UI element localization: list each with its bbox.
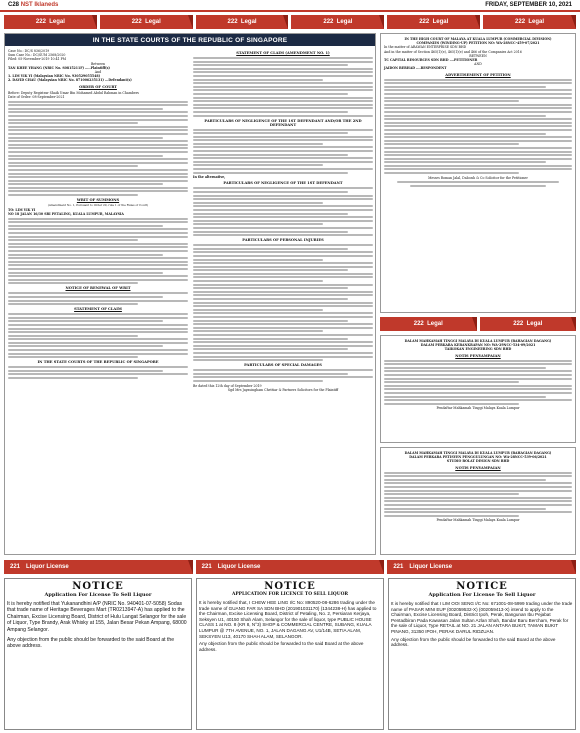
malay-court-title-2: DALAM MAHKAMAH TINGGI MALAYA DI KUALA LUMPUR (BAHAGIAN DAGANG) (404, 451, 552, 455)
high-court-petition (380, 33, 576, 313)
legal-tag: 222 Legal (480, 317, 577, 331)
renewal-title: NOTICE OF RENEWAL OF WRIT (65, 286, 131, 291)
notice-title: NOTICE (264, 581, 316, 592)
malay-notice-title-1: NOTIS PENYAMPAIAN (455, 353, 501, 358)
and-label: And (94, 70, 102, 75)
notice-body: It is hereby notified that I LIM OOI SENG I/C No: 671001-08-5999 trading under the trade name of PASAR MINI EUP (002059532-X) (002059413-X) intend to apply to the Chairman, Excise Licensing Board, District Ipoh, Perak, Bangunan Ibu Pejabat Pentadbiran Pada Kawasan Jalan Sultan Azlan Shah, Bandar Baru Bercham, Perak for the sale of Liquor, Type RETAIL at NO. 21 JALAN ANTARA BUKIT, TAMAN BUKIT PINANG, 31350 IPOH, PERAK DARUL RIDZUAN. (391, 601, 573, 634)
notice-closing: Any objection from the public should be forwarded to the said Board at the above address. (7, 637, 175, 650)
order-before: Before: Deputy Registrar Shaik Umar Bin Mohamed Abdul Rahman in Chambers (8, 90, 139, 95)
notice-subtitle: Application For License To Sell Liquor (44, 592, 152, 598)
hc-respondent: JAIDON BERHAD ....RESPONDENT (384, 66, 447, 71)
state-court-left-column (8, 49, 188, 554)
masthead (0, 0, 580, 12)
legal-tag: 222 Legal (4, 15, 97, 29)
legal-tag: 222 Legal (196, 15, 289, 29)
writ-text (8, 218, 188, 285)
order-date: Date of Order: 08-September-2021 (8, 94, 65, 99)
malay-sign-1: Pendaftar Mahkamah Tinggi Malaya Kuala Lumpur (436, 406, 520, 411)
hc-solicitor-address (384, 181, 572, 187)
hc-between: BETWEEN (469, 53, 487, 58)
malay-notice-title-2: NOTIS PENYAMPAIAN (455, 465, 501, 470)
malay-court-notice-2 (380, 447, 576, 555)
malay-petition-2: DALAM PERKARA PETISYEN PENGGULUNGAN NO: WA-28NCC-539-06/2021 (409, 455, 547, 460)
hc-matter-1: In the matter of ARAWAN ENTERPRISE SDN BHD (384, 45, 467, 50)
liquor-tag: 221 Liquor License (4, 560, 193, 574)
hc-and: AND (474, 62, 482, 67)
malay-sign-2: Pendaftar Mahkamah Tinggi Malaya Kuala Lumpur (436, 518, 520, 523)
notice-closing: Any objection from the public should be forwarded to the said Board at the above address. (199, 641, 364, 652)
statement-text (8, 313, 188, 358)
notice-body: It is hereby notified that, I CHEW HEE LING I/C No: 890520-08-6286 trading under the trade name of GUANG FAR SA SDN BHD (201901031170) (1344238-H) has applied to the Chairman, Excise Licensing Board, District of Petaling, No. 2, Persiaran Kerjaya, Seksyen U1, 40150 Shah Alam, Selangor for the sale of liquor, type PUBLIC HOUSE CLASS 1 at NO. 8 (KR 8, N°3) SHOP & COMMERCIAL CENTRE, SUBANG, KUALA LUMPUR @ 7TH AVENUE, NO. 1, JALAN DAGANG AV, U1/14B, SETIA ALAM, SEKSYEN U13, 40170 SHAH ALAM, SELANGOR. (199, 600, 377, 639)
injury-list (193, 244, 373, 361)
claim-amendment-title: STATEMENT OF CLAIM (AMENDMENT NO. 1) (236, 51, 330, 55)
hc-advert-text (384, 79, 572, 174)
liquor-notice-2 (196, 578, 384, 730)
hc-petition-no: COMPANIES (WINDING-UP) PETITION NO: WA-28NCC-459-07/2021 (416, 41, 540, 46)
claim-dated: Be dated this 12th day of September 2019 (193, 383, 262, 388)
legal-category-bar-right (380, 317, 576, 331)
writ-title: WRIT OF SUMMONS (76, 198, 120, 203)
malay-company-2: STUDIO BOLAT DESIGN SDN BHD (446, 459, 510, 464)
hc-matter-2: And in the matter of Section 465(1)(e), 465(1)(e) and 466 of the Companies Act 2016 (384, 49, 522, 54)
negligence-list (193, 129, 373, 174)
malay-petition-1: DALAM PERKARA KEBANKRAPAN NO: WA-29NCC-534-09/2021 (420, 343, 536, 348)
defendant-2: 2. DAVID CHAU (Malaysian NRIC No. 871006235131) ...Defendant(s) (8, 78, 132, 83)
notice-subtitle: APPLICATION FOR LICENCE TO SELL LIQUOR (231, 592, 349, 597)
liquor-tag: 221 Liquor License (387, 560, 576, 574)
defendant-1: 1. LIM YIK YI (Malaysian NRIC No. 930529055548) (8, 74, 101, 79)
notice-closing: Any objection from the public should be forwarded to the said Board at the above address. (391, 636, 556, 648)
hc-court-title: IN THE HIGH COURT OF MALAYA AT KUALA LUMPUR (COMMERCIAL DIVISION) (404, 37, 552, 41)
liquor-category-bar (4, 560, 576, 574)
republic-footer: IN THE STATE COURTS OF THE REPUBLIC OF SINGAPORE (37, 360, 159, 365)
state-court-right-column (193, 49, 373, 554)
liquor-tag: 221 Liquor License (196, 560, 385, 574)
malay-court-title-1: DALAM MAHKAMAH TINGGI MALAYA DI KUALA LUMPUR (BAHAGIAN DAGANG) (404, 339, 552, 343)
hc-solicitors: Messrs Roman Jalal, Daloosh & Co Solicitor for the Petitioner (428, 175, 528, 180)
malay-court-notice-1 (380, 335, 576, 443)
particulars-special-title: PARTICULARS OF SPECIAL DAMAGES (244, 363, 322, 368)
writ-to: TO: LIM YIK YI (8, 207, 36, 212)
claim-text (193, 57, 373, 117)
liquor-notice-1 (4, 578, 192, 730)
writ-address: NO 18 JALAN 16/30 SRI PETALING, KUALA LUMPUR, MALAYSIA (8, 211, 124, 216)
summons-number: Sum Case No.: DC/SUM 2568/2020 (8, 53, 66, 58)
negligence-list-2 (193, 187, 373, 236)
statement-title: STATEMENT OF CLAIM (74, 307, 122, 312)
order-title: ORDER OF COURT (79, 84, 117, 89)
masthead-date: FRIDAY, SEPTEMBER 10, 2021 (485, 2, 572, 8)
legal-tag: 222 Legal (387, 15, 480, 29)
legal-tag: 222 Legal (380, 317, 477, 331)
writ-subtitle: (Amendment No. 1, Pursuant to Order 20, rule 1 of the Rules of Court) (47, 203, 149, 208)
legal-category-bar-top (4, 15, 576, 29)
notice-title: NOTICE (456, 581, 508, 592)
masthead-page: C28 NST Iklaneds (8, 2, 59, 8)
special-list (193, 369, 373, 382)
legal-tag: 222 Legal (291, 15, 384, 29)
hc-petitioner: TC CAPITAL RESOURCES SDN BHD ....PETITIONER (384, 58, 478, 63)
legal-tag: 222 Legal (100, 15, 193, 29)
notice-subtitle: Application For License To Sell Liquor (428, 592, 536, 598)
claim-signature: Sgd Mrs Jayasingham Chettiar & Partners Solicitors for the Plaintiff (227, 387, 339, 392)
plaintiff-name: TAN KHEE YHANG (NRIC No. S0815211F) .....Plaintiff(s) (8, 65, 110, 70)
filed-date: Filed: 05-November-2019 10:41 PM (8, 57, 67, 62)
hc-advert-title: ADVERTISEMENT OF PETITION (445, 72, 511, 77)
notice-body: It is hereby notified that Yukanandhini A/P (NRIC No. 940401-07-5058) Sodas that trade name of Heritage Beverages Mart (TR0213947-A) has applied to the Chairman, Excise Licensing Board, District of Hulu Langat Selangor for the sale of Liquor, Type Brandy, Arak Whisky at 155, Jalan Besar Pekan Ampang, 68000 Ampang Selangor. (7, 601, 187, 633)
malay-text-1 (384, 360, 572, 405)
legal-tag: 222 Legal (483, 15, 576, 29)
between-label: Between (90, 61, 106, 66)
footer-text (8, 366, 188, 379)
state-court-banner: IN THE STATE COURTS OF THE REPUBLIC OF SINGAPORE (5, 34, 375, 46)
state-court-notice (4, 33, 376, 555)
liquor-notice-3 (388, 578, 576, 730)
particulars-injury-title: PARTICULARS OF PERSONAL INJURIES (242, 238, 324, 243)
malay-company-1: TAIKOKAN ENGINEERING SDN BHD (444, 347, 512, 352)
case-number: Case No.: DC/S 836/2019 (8, 49, 50, 53)
particulars-negligence-title: PARTICULARS OF NEGLIGENCE OF THE 1ST DEFENDANT AND/OR THE 2ND DEFENDANT (204, 118, 362, 127)
notice-title: NOTICE (72, 581, 124, 592)
particulars-negligence-title-2: PARTICULARS OF NEGLIGENCE OF THE 1ST DEFENDANT (223, 181, 343, 186)
alternative-label: In the alternative, (193, 175, 226, 180)
malay-text-2 (384, 472, 572, 517)
order-text (8, 101, 188, 196)
renewal-text (8, 292, 188, 305)
